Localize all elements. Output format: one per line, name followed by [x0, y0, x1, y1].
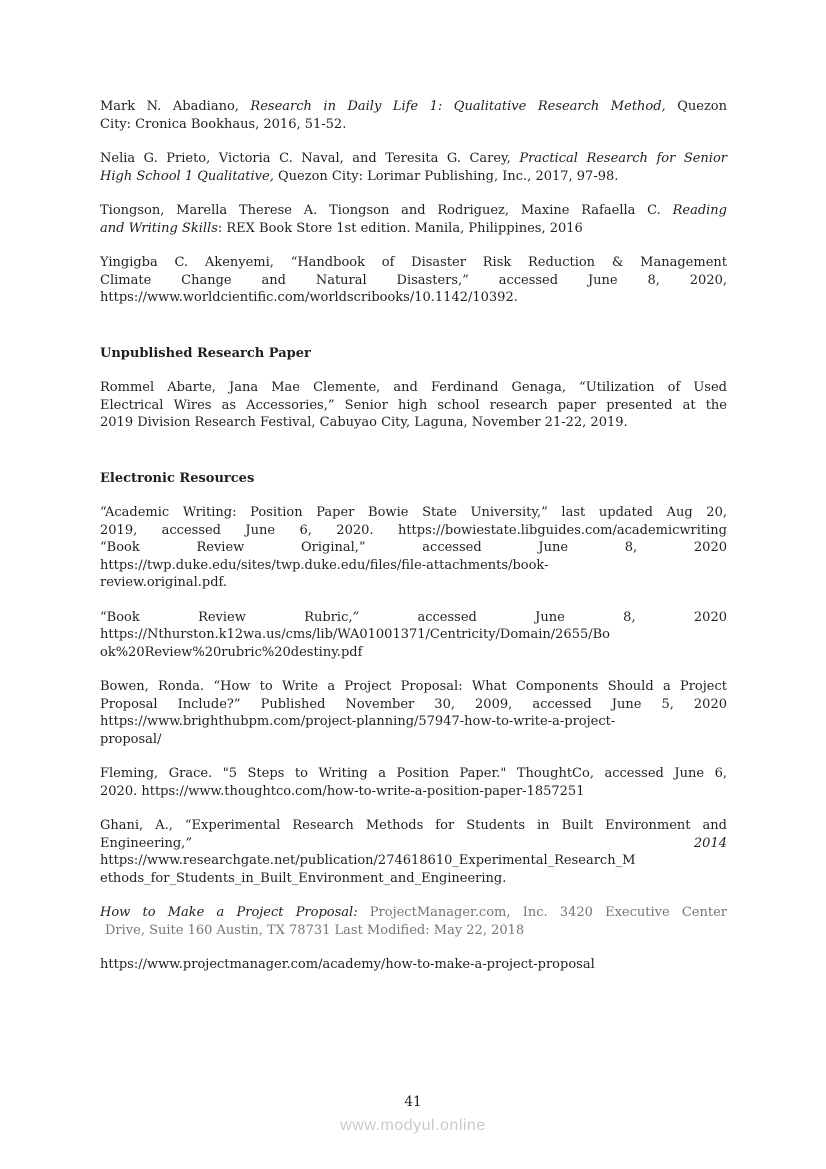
text-line: 2019, accessed June 6, 2020. https://bowiestate.libguides.com/academicwriting — [100, 522, 727, 538]
text-line: Electrical Wires as Accessories,” Senior high school research paper presented at the — [100, 397, 727, 413]
text-line: https://www.projectmanager.com/academy/how-to-make-a-project-proposal — [100, 957, 595, 972]
bibliography-entry — [100, 379, 727, 432]
text-line: and Writing Skills: REX Book Store 1st edition. Manila, Philippines, 2016 — [100, 220, 583, 236]
watermark: www.modyul.online — [340, 1117, 486, 1134]
text-line: Nelia G. Prieto, Victoria C. Naval, and Teresita G. Carey, Practical Research for Senior — [100, 151, 727, 166]
section-heading: Electronic Resources — [100, 470, 255, 486]
text-line: High School 1 Qualitative, Quezon City: Lorimar Publishing, Inc., 2017, 97-98. — [100, 168, 619, 184]
text-line: “Book Review Rubric,” accessed June 8, 2020 — [100, 609, 727, 625]
bibliography-entry — [100, 150, 727, 185]
text-line: Climate Change and Natural Disasters,” accessed June 8, 2020, — [100, 272, 727, 288]
text-line: Bowen, Ronda. “How to Write a Project Proposal: What Components Should a Project — [100, 679, 727, 694]
text-line: Mark N. Abadiano, Research in Daily Life 1: Qualitative Research Method, Quezon — [100, 99, 727, 114]
text-line: Tiongson, Marella Therese A. Tiongson and Rodriguez, Maxine Rafaella C. Reading — [100, 203, 727, 218]
text-line: Fleming, Grace. "5 Steps to Writing a Position Paper." ThoughtCo, accessed June 6, — [100, 766, 727, 781]
bibliography-entry — [100, 504, 727, 592]
page-number: 41 — [404, 1094, 422, 1110]
text-line: review.original.pdf. — [100, 575, 228, 590]
bibliography-entry — [100, 678, 727, 748]
text-line: https://www.researchgate.net/publication/274618610_Experimental_Research_M — [100, 853, 636, 868]
bibliography-entry — [100, 956, 727, 974]
text-line: 2020. https://www.thoughtco.com/how-to-write-a-position-paper-1857251 — [100, 783, 585, 799]
text-line: 2019 Division Research Festival, Cabuyao City, Laguna, November 21-22, 2019. — [100, 415, 628, 430]
bibliography-entry — [100, 817, 727, 887]
document-body — [100, 98, 727, 991]
text-line: ok%20Review%20rubric%20destiny.pdf — [100, 644, 363, 660]
text-line: Ghani, A., “Experimental Research Methods for Students in Built Environment and — [100, 818, 727, 833]
bibliography-entry — [100, 98, 727, 133]
bibliography-entry — [100, 254, 727, 307]
text-line: https://twp.duke.edu/sites/twp.duke.edu/files/file-attachments/book- — [100, 557, 549, 573]
text-line: Yingigba C. Akenyemi, “Handbook of Disaster Risk Reduction & Management — [100, 255, 727, 270]
text-line: Drive, Suite 160 Austin, TX 78731 Last Modified: May 22, 2018 — [105, 922, 525, 938]
text-line: City: Cronica Bookhaus, 2016, 51-52. — [100, 116, 347, 132]
text-line: Proposal Include?” Published November 30, 2009, accessed June 5, 2020 — [100, 696, 727, 712]
text-line: Rommel Abarte, Jana Mae Clemente, and Ferdinand Genaga, “Utilization of Used — [100, 380, 727, 395]
text-line: Engineering,” 2014 — [100, 835, 727, 851]
bibliography-entry — [100, 904, 727, 939]
text-line: “Academic Writing: Position Paper Bowie State University,” last updated Aug 20, — [100, 505, 727, 520]
text-line: https://www.worldcientific.com/worldscribooks/10.1142/10392. — [100, 290, 518, 305]
bibliography-entry — [100, 202, 727, 237]
text-line: https://www.brighthubpm.com/project-planning/57947-how-to-write-a-project- — [100, 714, 616, 729]
bibliography-entry — [100, 609, 727, 662]
text-line: How to Make a Project Proposal: ProjectManager.com, Inc. 3420 Executive Center — [100, 905, 727, 920]
text-line: ethods_for_Students_in_Built_Environment_and_Engineering. — [100, 870, 507, 886]
bibliography-entry — [100, 765, 727, 800]
text-line: proposal/ — [100, 731, 162, 747]
section-heading: Unpublished Research Paper — [100, 345, 311, 361]
text-line: https://Nthurston.k12wa.us/cms/lib/WA01001371/Centricity/Domain/2655/Bo — [100, 627, 610, 642]
text-line: “Book Review Original,” accessed June 8, 2020 — [100, 540, 727, 555]
